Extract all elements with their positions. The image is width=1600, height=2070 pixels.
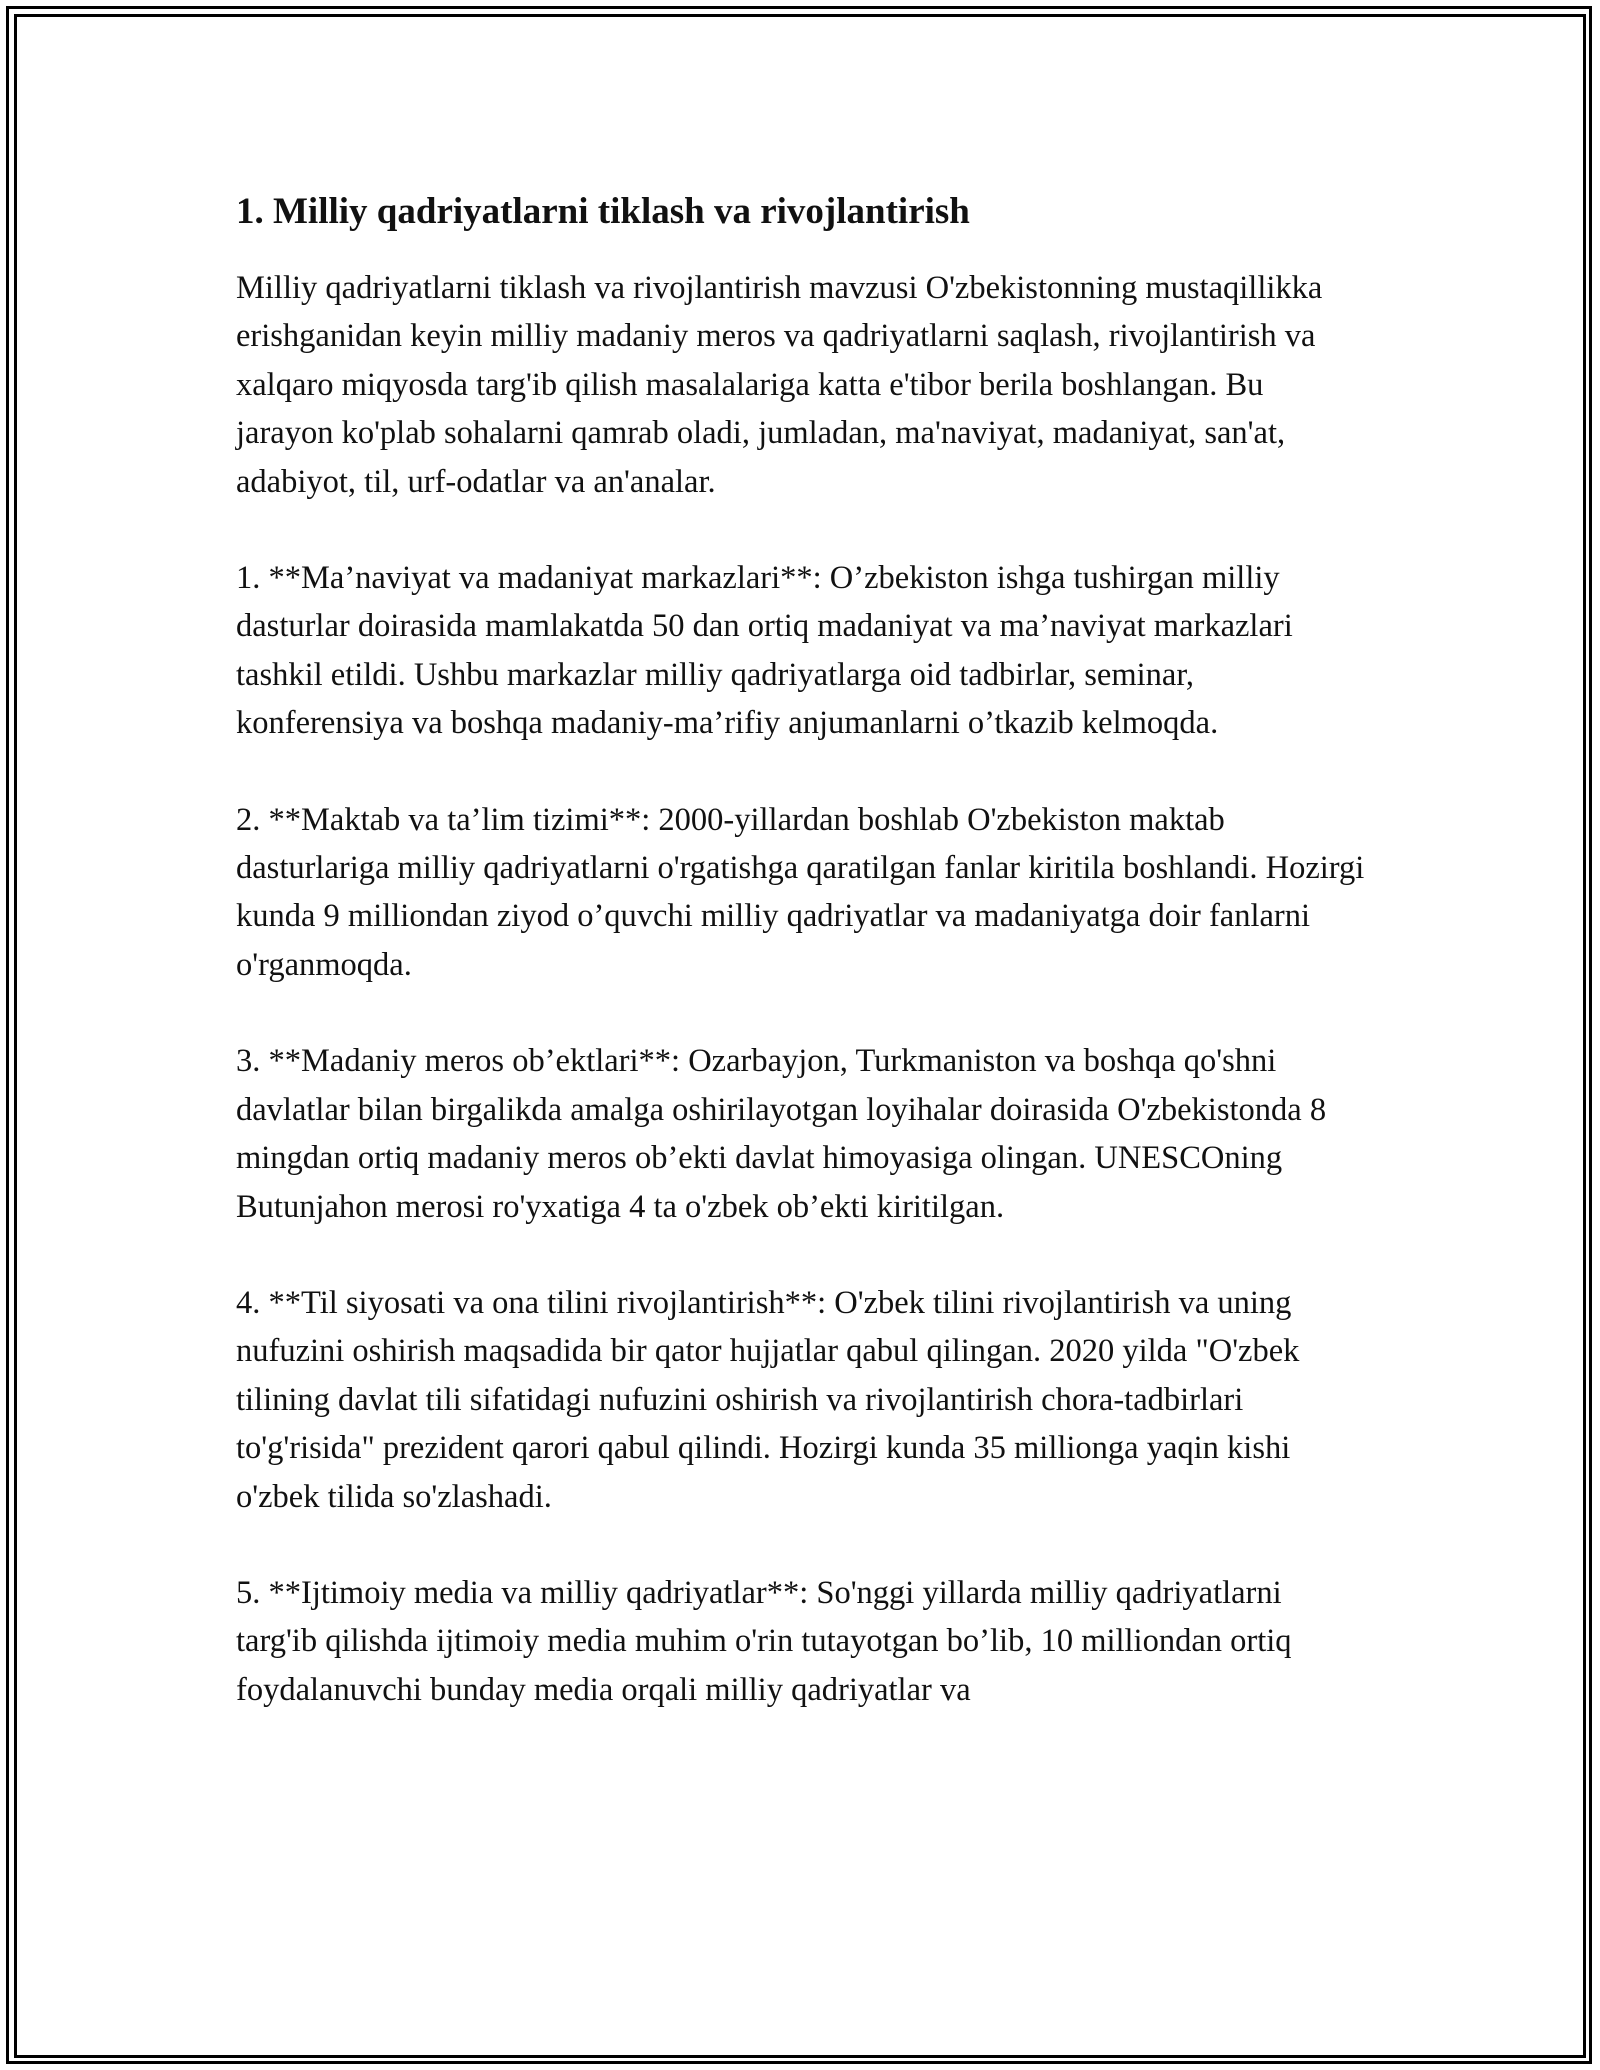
paragraph-item-4: 4. **Til siyosati va ona tilini rivojlantirish**: O'zbek tilini rivojlantirish va uning nufuzini oshirish maqsadida bir qator hujjatlar qabul qilingan. 2020 yilda "O'zbek tilining davlat tili sifatidagi nufuzini oshirish va rivojlantirish chora-tadbirlari to'g'risida" prezident qarori qabul qilindi. Hozirgi kunda 35 millionga yaqin kishi o'zbek tilida so'zlashadi. — [236, 1284, 1300, 1515]
document-title: 1. Milliy qadriyatlarni tiklash va rivojlantirish — [236, 191, 970, 232]
paragraph-item-3: 3. **Madaniy meros ob’ektlari**: Ozarbayjon, Turkmaniston va boshqa qo'shni davlatlar bilan birgalikda amalga oshirilayotgan loyihalar doirasida O'zbekistonda 8 mingdan ortiq madaniy meros ob’ekti davlat himoyasiga olingan. UNESCOning Butunjahon merosi ro'yxatiga 4 ta o'zbek ob’ekti kiritilgan. — [236, 1043, 1327, 1225]
intro-paragraph: Milliy qadriyatlarni tiklash va rivojlantirish mavzusi O'zbekistonning mustaqillikka erishganidan keyin milliy madaniy meros va qadriyatlarni saqlash, rivojlantirish va xalqaro miqyosda targ'ib qilish masalalariga katta e'tibor berila boshlangan. Bu jarayon ko'plab sohalarni qamrab oladi, jumladan, ma'naviyat, madaniyat, san'at, adabiyot, til, urf-odatlar va an'analar. — [236, 270, 1323, 500]
paragraph-item-1: 1. **Ma’naviyat va madaniyat markazlari**: O’zbekiston ishga tushirgan milliy dasturlar doirasida mamlakatda 50 dan ortiq madaniyat va ma’naviyat markazlari tashkil etildi. Ushbu markazlar milliy qadriyatlarga oid tadbirlar, seminar, konferensiya va boshqa madaniy-ma’rifiy anjumanlarni o’tkazib kelmoqda. — [236, 560, 1293, 742]
document-body — [236, 186, 1366, 1714]
paragraph-item-5: 5. **Ijtimoiy media va milliy qadriyatlar**: So'nggi yillarda milliy qadriyatlarni targ'ib qilishda ijtimoiy media muhim o'rin tutayotgan bo’lib, 10 milliondan ortiq foydalanuvchi bunday media orqali milliy qadriyatlar va — [236, 1574, 1292, 1708]
paragraph-item-2: 2. **Maktab va ta’lim tizimi**: 2000-yillardan boshlab O'zbekiston maktab dasturlariga milliy qadriyatlarni o'rgatishga qaratilgan fanlar kiritila boshlandi. Hozirgi kunda 9 milliondan ziyod o’quvchi milliy qadriyatlar va madaniyatga doir fanlarni o'rganmoqda. — [236, 801, 1365, 983]
